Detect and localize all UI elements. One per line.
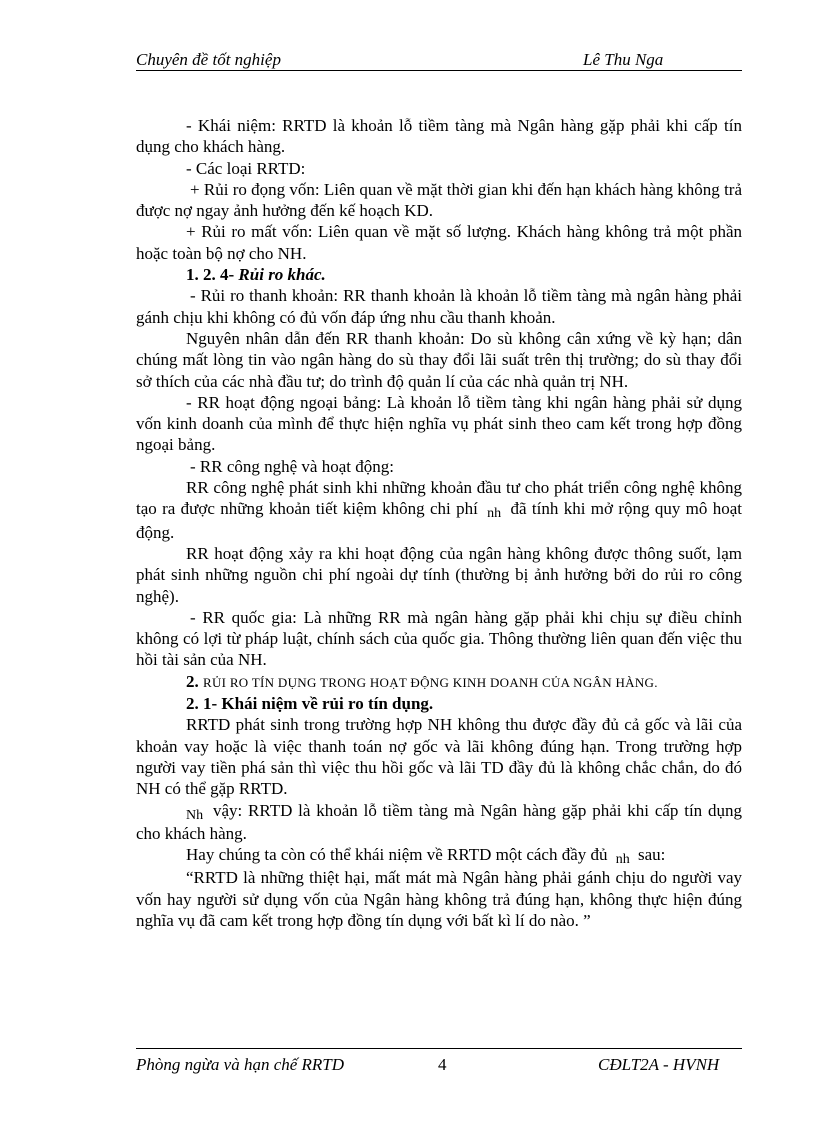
paragraph: - RR quốc gia: Là những RR mà ngân hàng gặp phải khi chịu sự điều chỉnh không có lợi từ pháp luật, chính sách của quốc gia. Thông thường liên quan đến việc thu hồi tài sản của NH.	[136, 607, 742, 670]
footer-topic: Phòng ngừa và hạn chế RRTD	[136, 1055, 345, 1074]
text-run: sau:	[638, 845, 666, 865]
header-doc-title: Chuyên đề tốt nghiệp	[136, 50, 281, 69]
subscript-fragment: nh	[487, 506, 502, 522]
page-number: 4	[438, 1055, 447, 1074]
quote-paragraph: “RRTD là những thiệt hại, mất mát mà Ngân hàng phải gánh chịu do người vay vốn hay người sử dụng vốn của Ngân hàng không trả đúng hạn, không thực hiện đúng nghĩa vụ đã cam kết trong hợp đồng tín dụng với bất kì lí do nào. ”	[136, 868, 742, 930]
text-run: RR công nghệ phát sinh khi những khoản đầu tư cho phát triển công nghệ không tạo ra được những khoản tiết kiệm không chi phí	[136, 478, 742, 519]
paragraph	[136, 477, 742, 543]
section-title: Rủi ro khác.	[238, 265, 326, 285]
section-heading-2	[136, 671, 742, 693]
page-body	[136, 115, 742, 931]
subscript-fragment: Nh	[186, 807, 204, 823]
text-run: đã tính khi mở rộng quy mô hoạt động.	[136, 499, 743, 542]
subscript-fragment: nh	[615, 852, 630, 868]
header-author: Lê Thu Nga	[583, 50, 664, 69]
paragraph: + Rủi ro đọng vốn: Liên quan về mặt thời gian khi đến hạn khách hàng không trả được nợ ngay ảnh hưởng đến kế hoạch KD.	[136, 179, 742, 221]
paragraph: RR hoạt động xảy ra khi hoạt động của ngân hàng không được thông suốt, lạm phát sinh những nguồn chi phí ngoài dự tính (thường bị ảnh hưởng bởi do rủi ro công nghệ).	[136, 543, 742, 606]
footer-class-code: CĐLT2A - HVNH	[598, 1055, 720, 1074]
paragraph: - RR hoạt động ngoại bảng: Là khoản lỗ tiềm tàng khi ngân hàng phải sử dụng vốn kinh doanh của mình để thực hiện nghĩa vụ phát sinh theo cam kết trong hợp đồng ngoại bảng.	[136, 392, 742, 455]
section-heading-1-2-4	[136, 264, 742, 285]
paragraph: + Rủi ro mất vốn: Liên quan về mặt số lượng. Khách hàng không trả một phần hoặc toàn bộ nợ cho NH.	[136, 222, 742, 263]
paragraph	[136, 844, 742, 867]
section-number: 2.	[186, 671, 199, 691]
text-run: Hay chúng ta còn có thể khái niệm về RRTD một cách đầy đủ	[186, 845, 608, 865]
paragraph: - RR công nghệ và hoạt động:	[190, 456, 394, 476]
paragraph: - Rủi ro thanh khoản: RR thanh khoản là khoản lỗ tiềm tàng mà ngân hàng phải gánh chịu khi không có đủ vốn đáp ứng nhu cầu thanh khoản.	[136, 286, 742, 327]
section-heading-2-1: 2. 1- Khái niệm về rủi ro tín dụng.	[186, 694, 434, 714]
paragraph: RRTD phát sinh trong trường hợp NH không thu được đầy đủ cả gốc và lãi của khoản vay hoặc là việc thanh toán nợ gốc và lãi không đúng hạn. Trong trường hợp người vay tiền phá sản thì việc thu hồi gốc và lãi TD đầy đủ là không chắc chắn, do đó NH có thể gặp RRTD.	[136, 715, 742, 799]
paragraph: - Khái niệm: RRTD là khoản lỗ tiềm tàng mà Ngân hàng gặp phải khi cấp tín dụng cho khách hàng.	[136, 116, 742, 157]
paragraph: Nguyên nhân dẫn đến RR thanh khoản: Do sù không cân xứng về kỳ hạn; dân chúng mất lòng tin vào ngân hàng do sù thay đổi lãi suất trên thị trường; do sù thay đổi sở thích của các nhà đầu tư; do trình độ quản lí của các nhà quản trị NH.	[136, 328, 742, 391]
section-title: RỦI RO TÍN DỤNG TRONG HOẠT ĐỘNG KINH DOANH CỦA NGÂN HÀNG.	[203, 674, 658, 690]
page-footer	[136, 1048, 742, 1079]
page-header	[136, 48, 742, 71]
paragraph	[136, 800, 742, 845]
section-number: 1. 2. 4-	[186, 265, 235, 285]
text-run: vậy: RRTD là khoản lỗ tiềm tàng mà Ngân hàng gặp phải khi cấp tín dụng cho khách hàng.	[136, 800, 743, 843]
paragraph: - Các loại RRTD:	[186, 158, 306, 178]
